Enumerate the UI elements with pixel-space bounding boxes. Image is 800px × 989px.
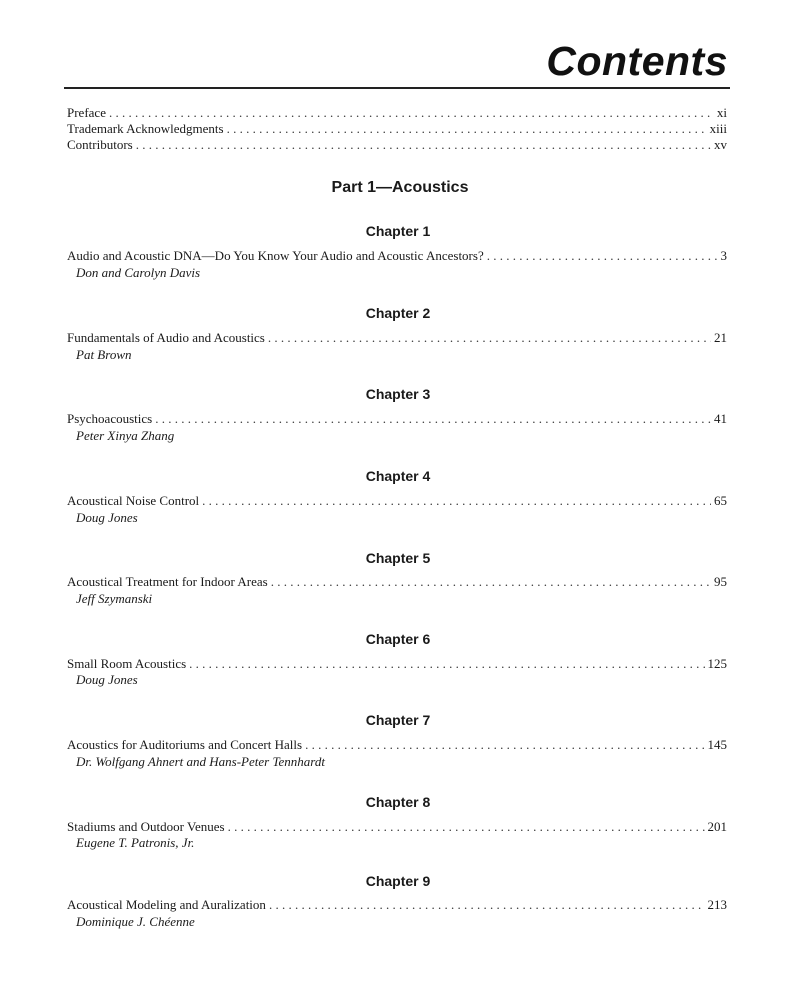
chapter-author: Don and Carolyn Davis (76, 265, 201, 280)
dot-leader (271, 574, 711, 590)
chapter-title: Acoustical Modeling and Auralization (67, 897, 266, 912)
chapter-author: Eugene T. Patronis, Jr. (76, 835, 195, 850)
toc-entry-page: xiii (709, 121, 727, 136)
toc-entry-page: xi (716, 105, 727, 120)
toc-entry-chapter-5[interactable] (67, 574, 727, 590)
chapter-page: 213 (707, 897, 727, 912)
toc-entry-label: Contributors (67, 137, 133, 152)
dot-leader (109, 105, 714, 121)
chapter-heading: Chapter 4 (365, 468, 431, 484)
chapter-author: Dr. Wolfgang Ahnert and Hans-Peter Tennhardt (76, 754, 325, 769)
chapter-heading: Chapter 9 (365, 873, 431, 889)
chapter-page: 201 (707, 819, 727, 834)
chapter-page: 3 (720, 248, 727, 263)
chapter-page: 41 (714, 411, 727, 426)
toc-entry-preface[interactable] (67, 105, 727, 121)
part-heading: Part 1—Acoustics (331, 179, 469, 196)
chapter-title: Audio and Acoustic DNA—Do You Know Your Audio and Acoustic Ancestors? (67, 248, 484, 263)
toc-entry-chapter-7[interactable] (67, 737, 727, 753)
chapter-title: Small Room Acoustics (67, 656, 187, 671)
chapter-author: Jeff Szymanski (76, 591, 153, 606)
chapter-author: Doug Jones (76, 672, 138, 687)
chapter-heading: Chapter 5 (365, 550, 431, 566)
toc-entry-label: Preface (67, 105, 106, 120)
dot-leader (202, 493, 711, 509)
chapter-author: Peter Xinya Zhang (76, 428, 175, 443)
dot-leader (268, 330, 711, 346)
chapter-title: Fundamentals of Audio and Acoustics (67, 330, 265, 345)
dot-leader (269, 897, 705, 913)
toc-entry-chapter-9[interactable] (67, 897, 727, 913)
chapter-author: Dominique J. Chéenne (76, 914, 195, 929)
chapter-heading: Chapter 6 (365, 631, 431, 647)
chapter-page: 95 (714, 574, 727, 589)
chapter-page: 125 (707, 656, 727, 671)
toc-entry-contributors[interactable] (67, 137, 727, 153)
toc-entry-trademark-acknowledgments[interactable] (67, 121, 727, 137)
dot-leader (228, 819, 705, 835)
chapter-author: Doug Jones (76, 510, 138, 525)
chapter-title: Psychoacoustics (67, 411, 153, 426)
chapter-author: Pat Brown (76, 347, 132, 362)
chapter-page: 145 (707, 737, 727, 752)
chapter-heading: Chapter 2 (365, 305, 431, 321)
toc-entry-chapter-4[interactable] (67, 493, 727, 509)
chapter-title: Acoustical Noise Control (67, 493, 200, 508)
toc-entry-chapter-1[interactable] (67, 248, 727, 264)
chapter-heading: Chapter 3 (365, 386, 431, 402)
chapter-title: Acoustics for Auditoriums and Concert Halls (67, 737, 303, 752)
chapter-heading: Chapter 8 (365, 794, 431, 810)
toc-entry-chapter-6[interactable] (67, 656, 727, 672)
chapter-heading: Chapter 1 (365, 223, 431, 239)
title-rule (64, 87, 730, 89)
toc-entry-chapter-3[interactable] (67, 411, 727, 427)
toc-entry-chapter-2[interactable] (67, 330, 727, 346)
chapter-page: 21 (714, 330, 727, 345)
page-title: Contents (546, 38, 728, 84)
dot-leader (155, 411, 711, 427)
dot-leader (189, 656, 704, 672)
chapter-title: Acoustical Treatment for Indoor Areas (67, 574, 268, 589)
dot-leader (227, 121, 707, 137)
toc-entry-chapter-8[interactable] (67, 819, 727, 835)
toc-entry-page: xv (714, 137, 727, 152)
chapter-title: Stadiums and Outdoor Venues (67, 819, 225, 834)
chapter-heading: Chapter 7 (365, 712, 431, 728)
dot-leader (305, 737, 704, 753)
chapter-page: 65 (714, 493, 727, 508)
dot-leader (136, 137, 711, 153)
toc-entry-label: Trademark Acknowledgments (67, 121, 224, 136)
dot-leader (487, 248, 718, 264)
